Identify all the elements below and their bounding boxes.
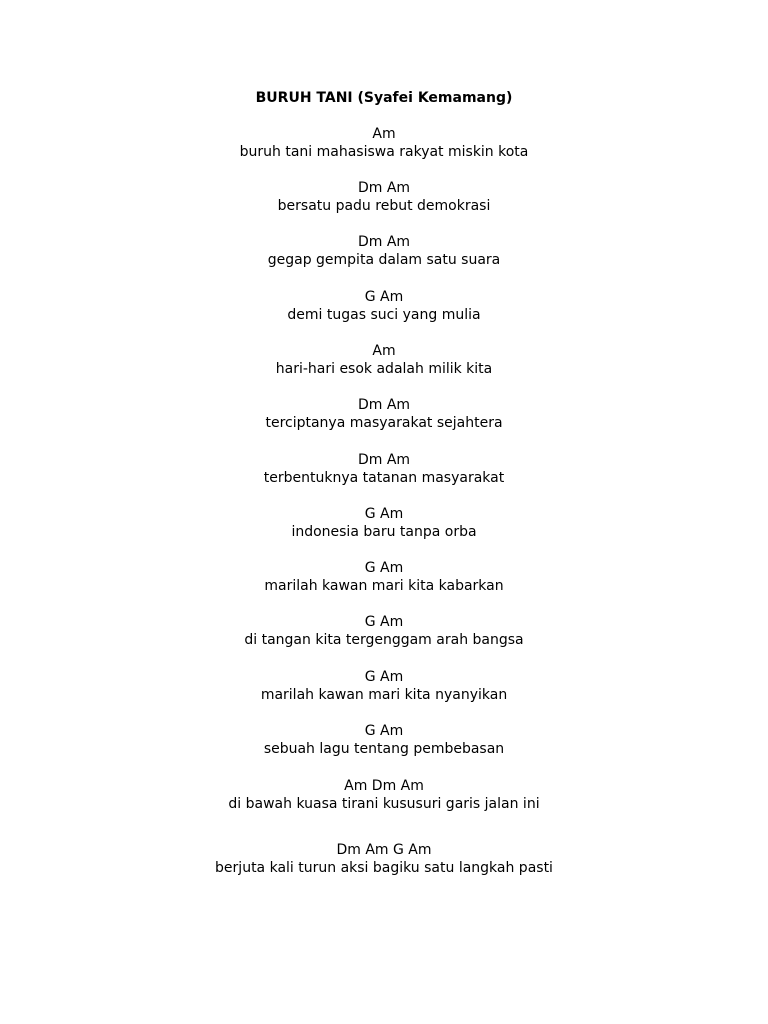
chord-line: Am Dm Am	[344, 778, 424, 794]
lyric-line: terciptanya masyarakat sejahtera	[265, 415, 503, 431]
song-title: BURUH TANI (Syafei Kemamang)	[255, 90, 513, 106]
lyric-line: marilah kawan mari kita nyanyikan	[260, 687, 508, 703]
chord-line: Dm Am	[357, 397, 411, 413]
chord-line: G Am	[364, 506, 404, 522]
lyric-line: hari-hari esok adalah milik kita	[275, 361, 493, 377]
lyric-line: berjuta kali turun aksi bagiku satu langkah pasti	[215, 860, 553, 876]
chord-line: Dm Am	[357, 234, 411, 250]
lyric-line: marilah kawan mari kita kabarkan	[264, 578, 504, 594]
lyric-line: buruh tani mahasiswa rakyat miskin kota	[239, 144, 529, 160]
chord-line: G Am	[364, 723, 404, 739]
chord-line: G Am	[364, 669, 404, 685]
lyric-line: terbentuknya tatanan masyarakat	[263, 470, 505, 486]
chord-line: Dm Am G Am	[336, 842, 432, 858]
lyric-line: di bawah kuasa tirani kususuri garis jalan ini	[228, 796, 540, 812]
chord-line: G Am	[364, 289, 404, 305]
lyric-line: di tangan kita tergenggam arah bangsa	[244, 632, 524, 648]
lyric-line: bersatu padu rebut demokrasi	[277, 198, 491, 214]
chord-line: Dm Am	[357, 180, 411, 196]
lyric-line: sebuah lagu tentang pembebasan	[263, 741, 505, 757]
chord-line: G Am	[364, 614, 404, 630]
lyric-line: gegap gempita dalam satu suara	[267, 252, 501, 268]
lyric-line: indonesia baru tanpa orba	[291, 524, 477, 540]
chord-line: Am	[372, 126, 396, 142]
lyric-line: demi tugas suci yang mulia	[287, 307, 481, 323]
chord-line: G Am	[364, 560, 404, 576]
chord-line: Dm Am	[357, 452, 411, 468]
chord-line: Am	[372, 343, 396, 359]
